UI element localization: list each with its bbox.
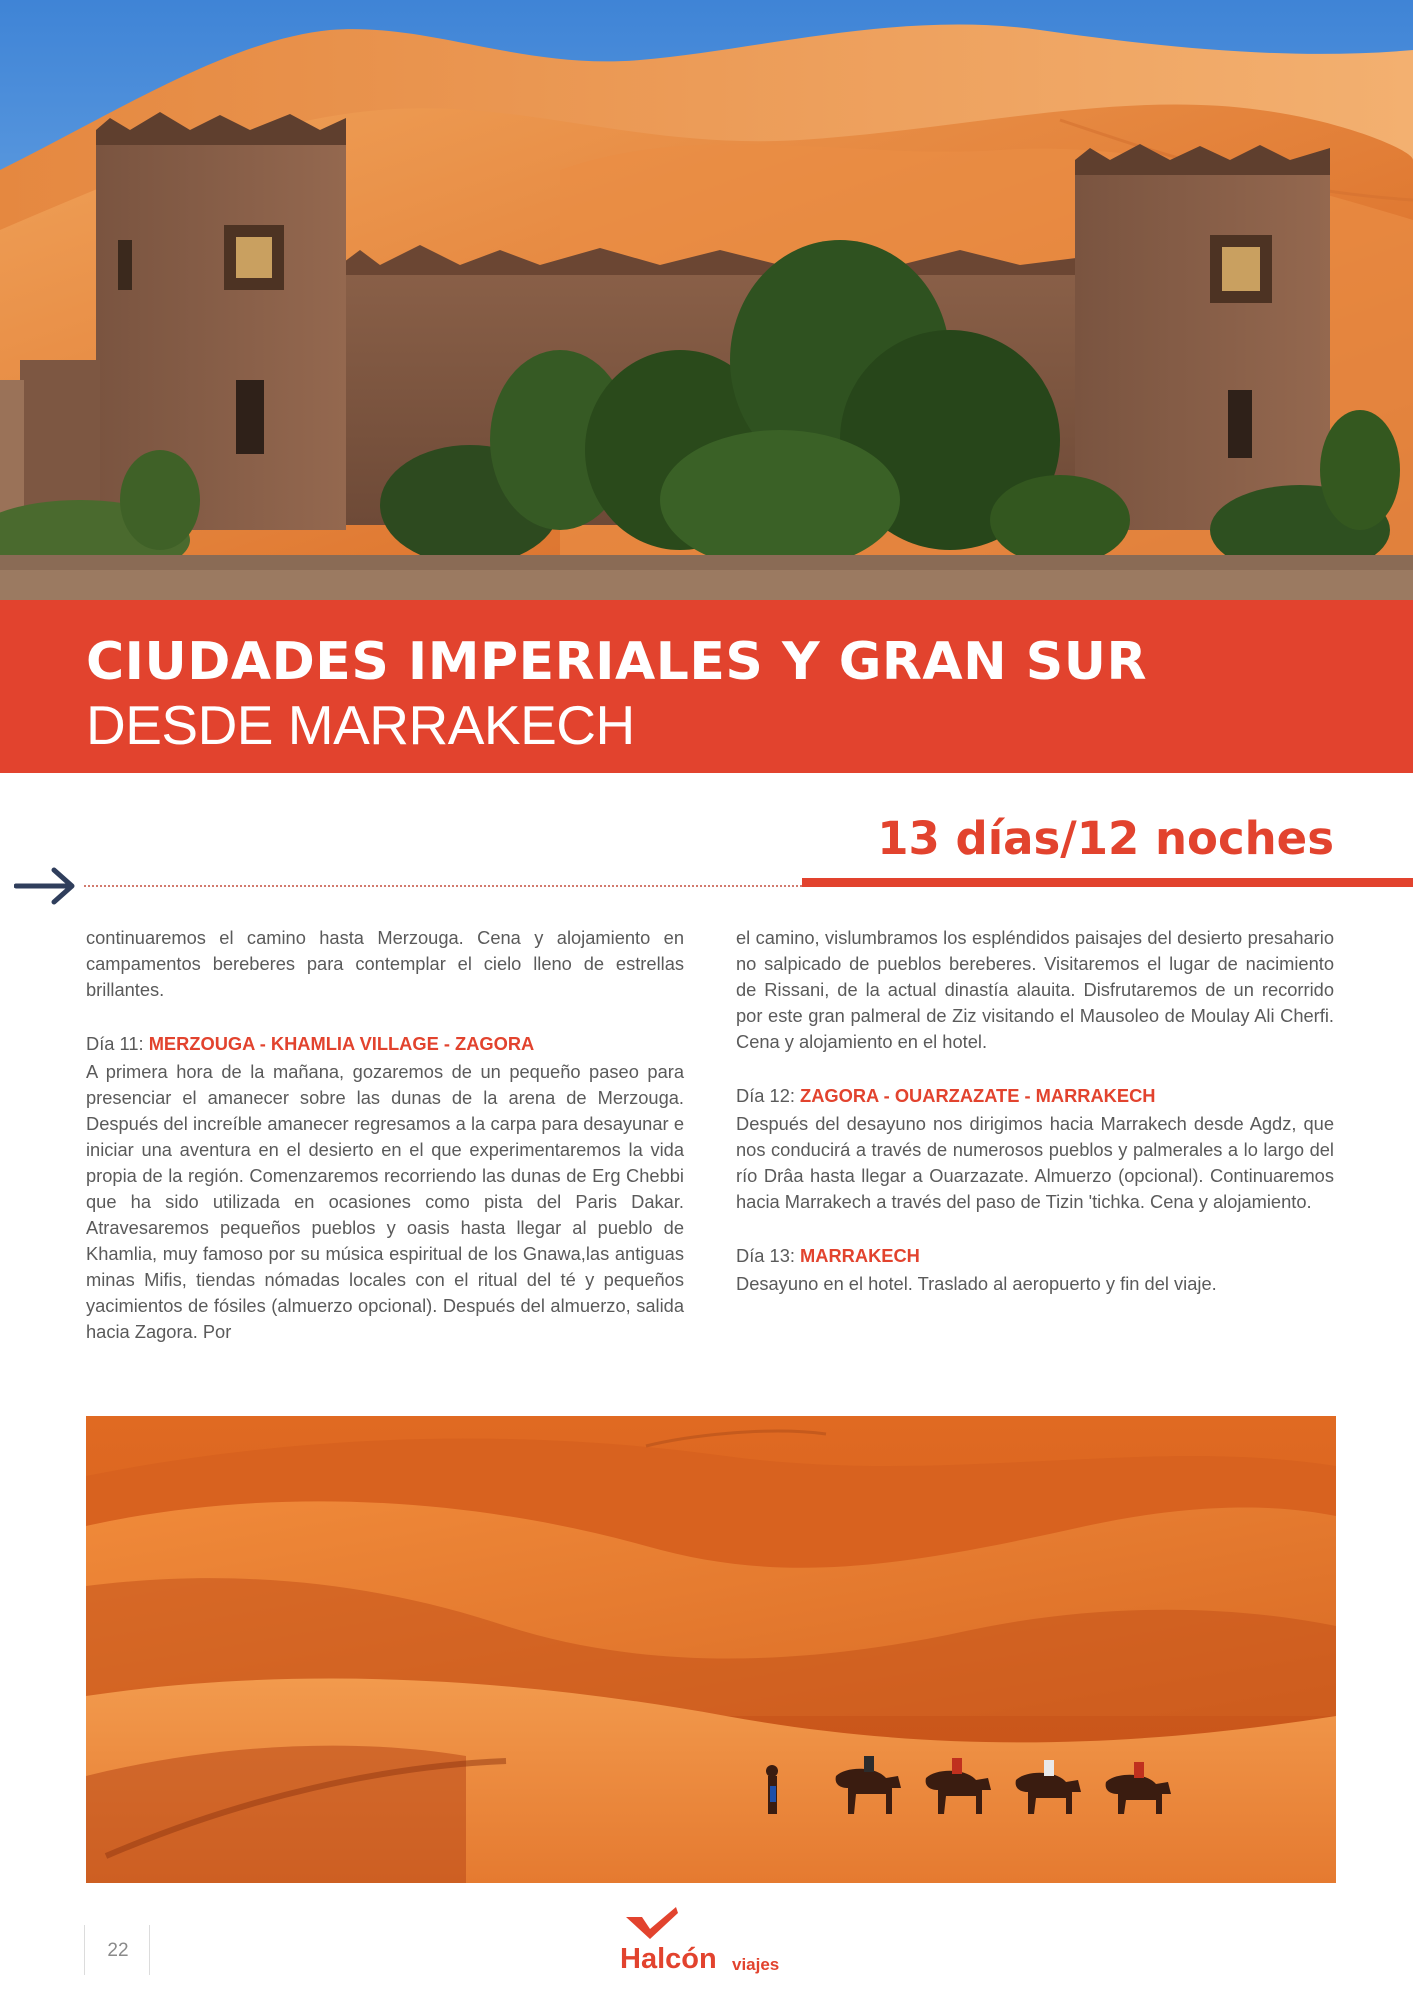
day13-route: MARRAKECH	[800, 1245, 920, 1266]
page-number: 22	[107, 1940, 129, 1961]
day12-heading	[736, 1081, 1334, 1111]
day10-continuation: continuaremos el camino hasta Merzouga. Cena y alojamiento en campamentos bereberes para contemplar el cielo lleno de estrellas brillantes.	[86, 927, 684, 1000]
day12-route: ZAGORA - OUARZAZATE - MARRAKECH	[800, 1085, 1156, 1106]
day11-label: Día 11:	[86, 1033, 144, 1054]
arrow-right-icon	[14, 866, 76, 906]
brand-name: Halcón	[620, 1943, 717, 1975]
day12-label: Día 12:	[736, 1085, 795, 1106]
brand-logo	[620, 1905, 800, 1985]
trip-duration: 13 días/12 noches	[877, 812, 1334, 865]
halcon-check-logo-icon	[624, 1905, 680, 1943]
hero-photo-kasbah	[0, 0, 1413, 600]
desert-dunes-photo	[86, 1416, 1336, 1883]
brand-suffix: viajes	[732, 1955, 780, 1974]
day11-continuation: el camino, vislumbramos los espléndidos paisajes del desierto presahario no salpicado de pueblos bereberes. Visitaremos el lugar de nacimiento de Rissani, de la actual dinastía alauita. Disfrutaremos de un recorrido por este gran palmeral de Ziz visitando el Mausoleo de Moulay Ali Cherfi. Cena y alojamiento en el hotel.	[736, 927, 1334, 1052]
title-band	[0, 600, 1413, 773]
day12-description: Después del desayuno nos dirigimos hacia Marrakech desde Agdz, que nos conducirá a través de numerosos pueblos y palmerales a lo largo del río Drâa hasta llegar a Ouarzazate. Almuerzo (opcional). Continuaremos hacia Marrakech a través del paso de Tizin 'tichka. Cena y alojamiento.	[736, 1113, 1334, 1212]
day11-route: MERZOUGA - KHAMLIA VILLAGE - ZAGORA	[148, 1033, 535, 1054]
itinerary-column-right	[736, 925, 1334, 1297]
page-subtitle: DESDE MARRAKECH	[86, 694, 635, 756]
dotted-divider	[84, 885, 802, 887]
day13-description: Desayuno en el hotel. Traslado al aeropuerto y fin del viaje.	[736, 1273, 1217, 1294]
day13-heading	[736, 1241, 1334, 1271]
day11-description: A primera hora de la mañana, gozaremos de un pequeño paseo para presenciar el amanecer sobre las dunas de la arena de Merzouga. Después del increíble amanecer regresamos a la carpa para desayunar e iniciar una aventura en el desierto en el que experimentaremos la vida propia de la región. Comenzaremos recorriendo las dunas de Erg Chebbi que ha sido utilizada en ocasiones como pista del Paris Dakar. Atravesaremos pequeños pueblos y oasis hasta llegar al pueblo de Khamlia, muy famoso por su música espiritual de los Gnawa,las antiguas minas Mifis, tiendas nómadas locales con el ritual del té y pequeños yacimientos de fósiles (almuerzo opcional). Después del almuerzo, salida hacia Zagora. Por	[86, 1061, 684, 1342]
page-number-box	[84, 1925, 150, 1975]
accent-divider	[802, 878, 1413, 887]
page-title: CIUDADES IMPERIALES Y GRAN SUR	[86, 632, 1148, 692]
day13-label: Día 13:	[736, 1245, 795, 1266]
day11-heading	[86, 1029, 684, 1059]
itinerary-column-left	[86, 925, 684, 1345]
